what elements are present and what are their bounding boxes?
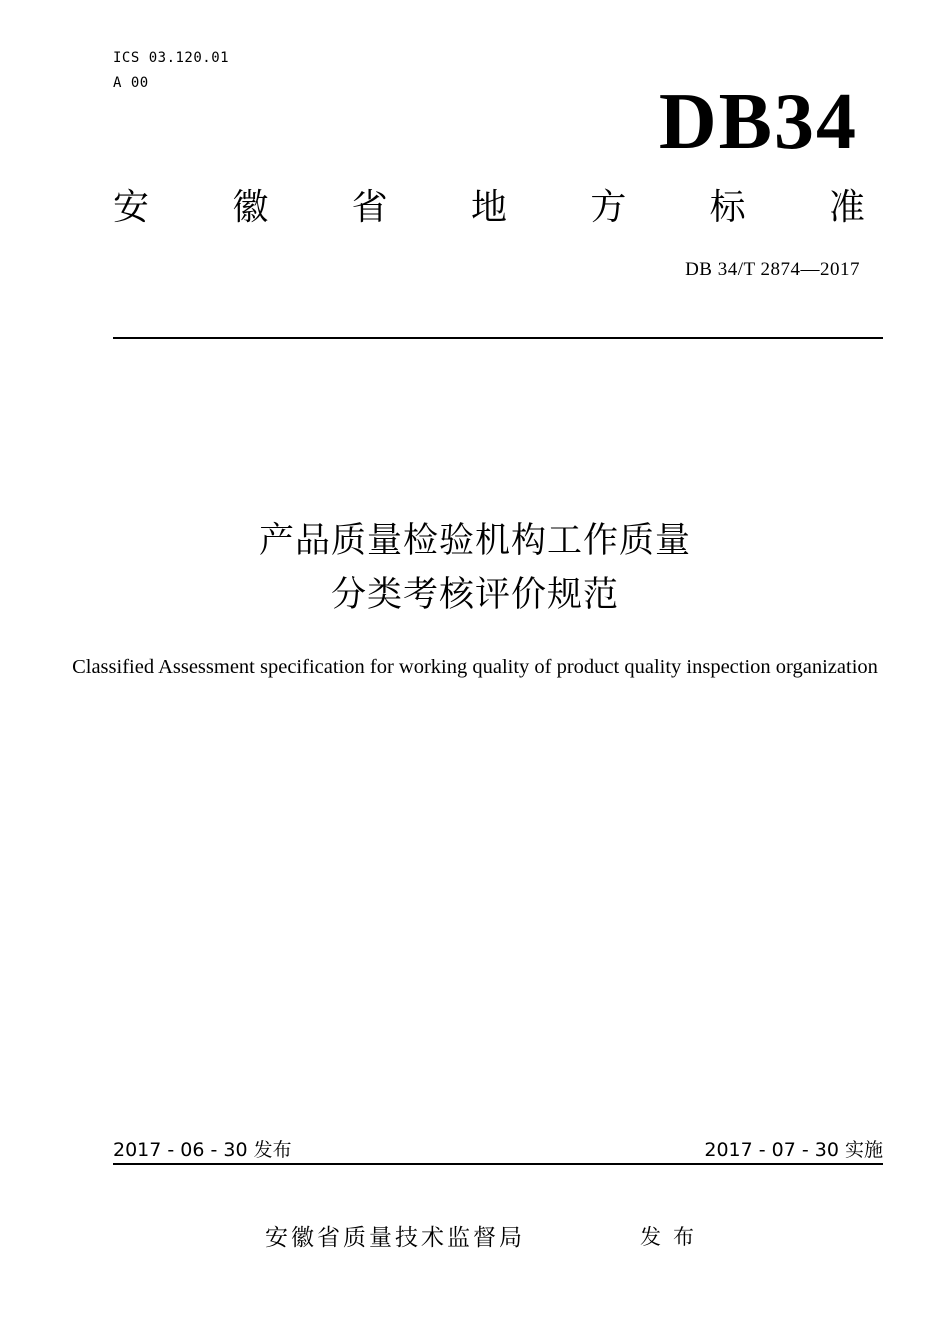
db-logo: DB34 (658, 78, 858, 166)
standard-kind-char: 方 (590, 187, 627, 228)
title-cn-line-1: 产品质量检验机构工作质量 (258, 521, 691, 561)
standard-kind-char: 安 (113, 187, 150, 228)
ccs-code: A 00 (113, 75, 149, 91)
standard-kind-char: 省 (351, 187, 388, 228)
issuer: 安徽省质量技术监督局 (265, 1225, 525, 1251)
standard-number: DB 34/T 2874—2017 (685, 259, 860, 280)
standard-kind-char: 标 (709, 187, 746, 228)
title-cn-line-2: 分类考核评价规范 (330, 575, 619, 615)
standard-kind-char: 徽 (232, 187, 269, 228)
footer-divider (113, 1163, 883, 1165)
standard-kind-char: 准 (828, 187, 865, 228)
header-divider (113, 337, 883, 339)
standard-kind-char: 地 (470, 187, 507, 228)
title-en: Classified Assessment specification for working quality of product quality inspection organization (72, 656, 878, 678)
issue-verb: 发布 (640, 1225, 706, 1249)
standard-kind (113, 186, 865, 230)
implement-date: 2017 - 07 - 30 实施 (704, 1139, 883, 1161)
publish-date: 2017 - 06 - 30 发布 (113, 1139, 292, 1161)
ics-code: ICS 03.120.01 (113, 50, 230, 66)
